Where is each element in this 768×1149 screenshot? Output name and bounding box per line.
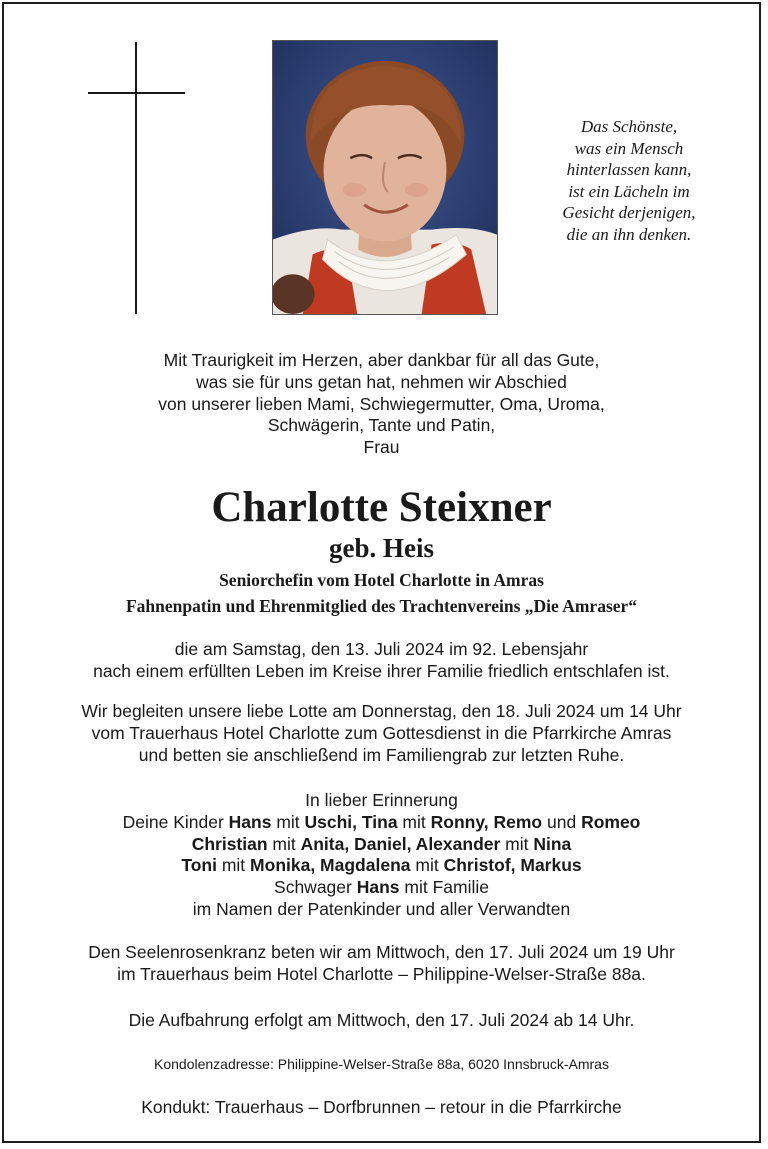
cross-horizontal-bar bbox=[88, 92, 185, 94]
death-line: nach einem erfüllten Leben im Kreise ihrer Familie friedlich entschlafen ist. bbox=[93, 660, 670, 681]
quote-line: hinterlassen kann, bbox=[566, 160, 692, 179]
death-line: die am Samstag, den 13. Juli 2024 im 92. Lebensjahr bbox=[174, 639, 589, 659]
portrait-illustration bbox=[273, 41, 497, 314]
intro-line: von unserer lieben Mami, Schwiegermutter, Oma, Uroma, bbox=[158, 393, 605, 414]
rosary-info bbox=[4, 942, 759, 986]
cross-vertical-bar bbox=[135, 42, 137, 314]
memorial-quote bbox=[524, 116, 734, 245]
procession-info bbox=[4, 1097, 759, 1119]
intro-text bbox=[4, 350, 759, 459]
intro-line: Mit Traurigkeit im Herzen, aber dankbar für all das Gute, bbox=[163, 350, 600, 370]
birth-name: geb. Heis bbox=[329, 533, 434, 563]
funeral-info bbox=[4, 701, 759, 766]
family-line-brother-in-law: Schwager Hans mit Familie bbox=[274, 877, 489, 898]
rosary-line: Den Seelenrosenkranz beten wir am Mittwoch, den 17. Juli 2024 um 19 Uhr bbox=[88, 942, 675, 962]
viewing-line: Die Aufbahrung erfolgt am Mittwoch, den 17. Juli 2024 ab 14 Uhr. bbox=[128, 1010, 635, 1030]
quote-line: die an ihn denken. bbox=[566, 224, 692, 244]
quote-line: Gesicht derjenigen, bbox=[562, 203, 696, 222]
family-line-children: Deine Kinder Hans mit Uschi, Tina mit Ronny, Remo und Romeo bbox=[122, 811, 641, 832]
intro-line: Frau bbox=[363, 437, 400, 458]
deceased-name: Charlotte Steixner bbox=[211, 484, 552, 531]
procession-line: Kondukt: Trauerhaus – Dorfbrunnen – retour in die Pfarrkirche bbox=[141, 1097, 622, 1117]
funeral-line: vom Trauerhaus Hotel Charlotte zum Gottesdienst in die Pfarrkirche Amras bbox=[91, 722, 672, 743]
family-line-christian: Christian mit Anita, Daniel, Alexander mit Nina bbox=[191, 833, 572, 854]
family-heading: In lieber Erinnerung bbox=[305, 790, 458, 810]
portrait-photo bbox=[272, 40, 498, 315]
quote-line: ist ein Lächeln im bbox=[568, 181, 690, 201]
obituary-card bbox=[2, 2, 761, 1143]
address-line: Kondolenzadresse: Philippine-Welser-Straße 88a, 6020 Innsbruck-Amras bbox=[154, 1056, 609, 1072]
funeral-line: Wir begleiten unsere liebe Lotte am Donnerstag, den 18. Juli 2024 um 14 Uhr bbox=[81, 701, 682, 721]
rosary-line: im Trauerhaus beim Hotel Charlotte – Philippine-Welser-Straße 88a. bbox=[117, 963, 646, 984]
death-notice bbox=[4, 639, 759, 683]
deceased-roles bbox=[4, 567, 759, 619]
quote-line: was ein Mensch bbox=[574, 138, 684, 158]
family-list bbox=[4, 790, 759, 921]
family-line-relatives: im Namen der Patenkinder und aller Verwandten bbox=[192, 898, 571, 919]
intro-line: was sie für uns getan hat, nehmen wir Abschied bbox=[196, 371, 567, 392]
role-line: Seniorchefin vom Hotel Charlotte in Amras bbox=[219, 570, 544, 590]
quote-line: Das Schönste, bbox=[580, 117, 678, 136]
family-line-toni: Toni mit Monika, Magdalena mit Christof, Markus bbox=[181, 855, 582, 876]
intro-line: Schwägerin, Tante und Patin, bbox=[267, 415, 496, 436]
condolence-address bbox=[4, 1054, 759, 1074]
funeral-line: und betten sie anschließend im Familiengrab zur letzten Ruhe. bbox=[138, 744, 625, 765]
role-line: Fahnenpatin und Ehrenmitglied des Trachtenvereins „Die Amraser“ bbox=[125, 596, 638, 616]
viewing-info bbox=[4, 1010, 759, 1032]
